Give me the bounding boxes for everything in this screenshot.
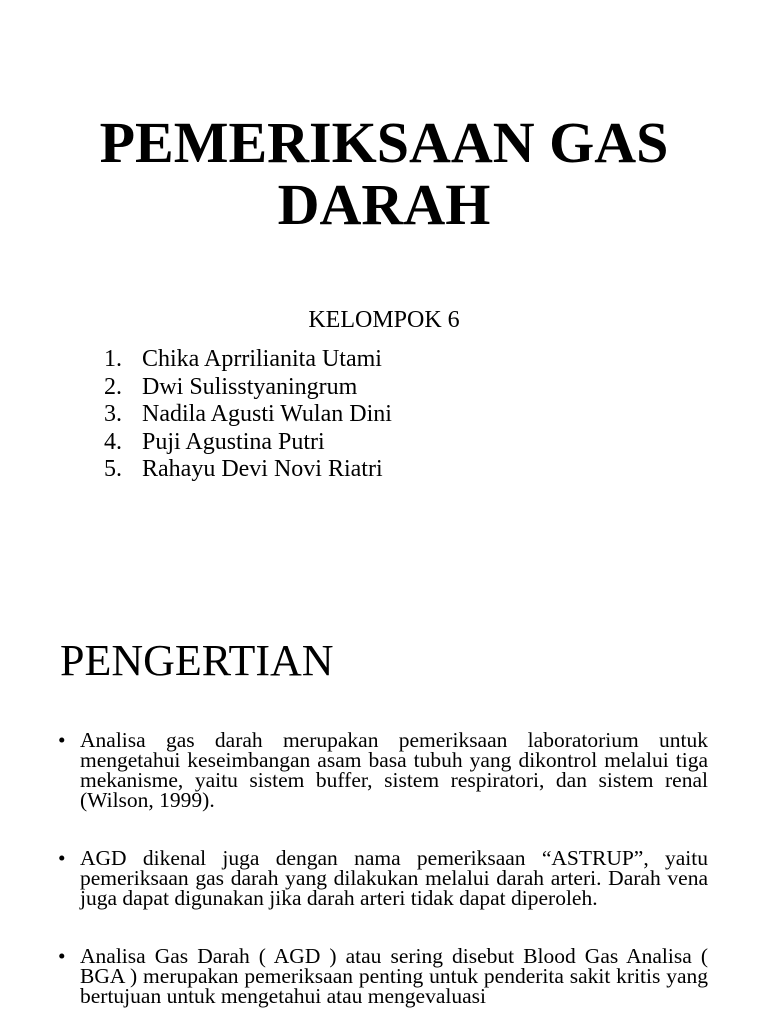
title-line-1: PEMERIKSAAN GAS <box>99 110 669 175</box>
list-number: 1. <box>104 346 122 372</box>
list-item <box>104 374 392 402</box>
bullet-list <box>58 730 708 1024</box>
group-label: KELOMPOK 6 <box>308 307 460 333</box>
list-number: 5. <box>104 456 122 482</box>
title-line-2: DARAH <box>277 172 491 237</box>
list-item <box>104 346 392 374</box>
member-name: Dwi Sulisstyaningrum <box>142 373 358 400</box>
definition-slide <box>0 580 768 1024</box>
member-name: Chika Aprrilianita Utami <box>142 346 382 372</box>
list-number: 4. <box>104 428 122 455</box>
list-item <box>104 401 392 429</box>
list-item <box>104 429 392 457</box>
member-name: Nadila Agusti Wulan Dini <box>142 401 392 427</box>
bullet-icon: • <box>58 846 66 870</box>
bullet-text: Analisa gas darah merupakan pemeriksaan laboratorium untuk mengetahui keseimbangan asam basa tubuh yang dikontrol melalui tiga mekanisme, yaitu sistem buffer, sistem respiratori, dan sistem renal (Wilson, 1999). <box>80 728 708 812</box>
slide-title <box>0 112 768 236</box>
bullet-text: Analisa Gas Darah ( AGD ) atau sering disebut Blood Gas Analisa ( BGA ) merupakan pemeriksaan penting untuk penderita sakit kritis yang bertujuan untuk mengetahui atau mengevaluasi <box>80 944 708 1008</box>
list-number: 3. <box>104 401 122 427</box>
bullet-text: AGD dikenal juga dengan nama pemeriksaan “ASTRUP”, yaitu pemeriksaan gas darah yang dilakukan melalui darah arteri. Darah vena juga dapat digunakan jika darah arteri tidak dapat diperoleh. <box>80 846 708 910</box>
section-title: PENGERTIAN <box>60 636 334 685</box>
list-item <box>58 946 708 1006</box>
bullet-icon: • <box>58 728 66 752</box>
member-list <box>104 346 392 484</box>
list-item <box>104 456 392 484</box>
list-item <box>58 848 708 908</box>
bullet-icon: • <box>58 944 66 968</box>
list-item <box>58 730 708 810</box>
member-name: Puji Agustina Putri <box>142 428 325 455</box>
list-number: 2. <box>104 373 122 400</box>
member-name: Rahayu Devi Novi Riatri <box>142 456 383 482</box>
